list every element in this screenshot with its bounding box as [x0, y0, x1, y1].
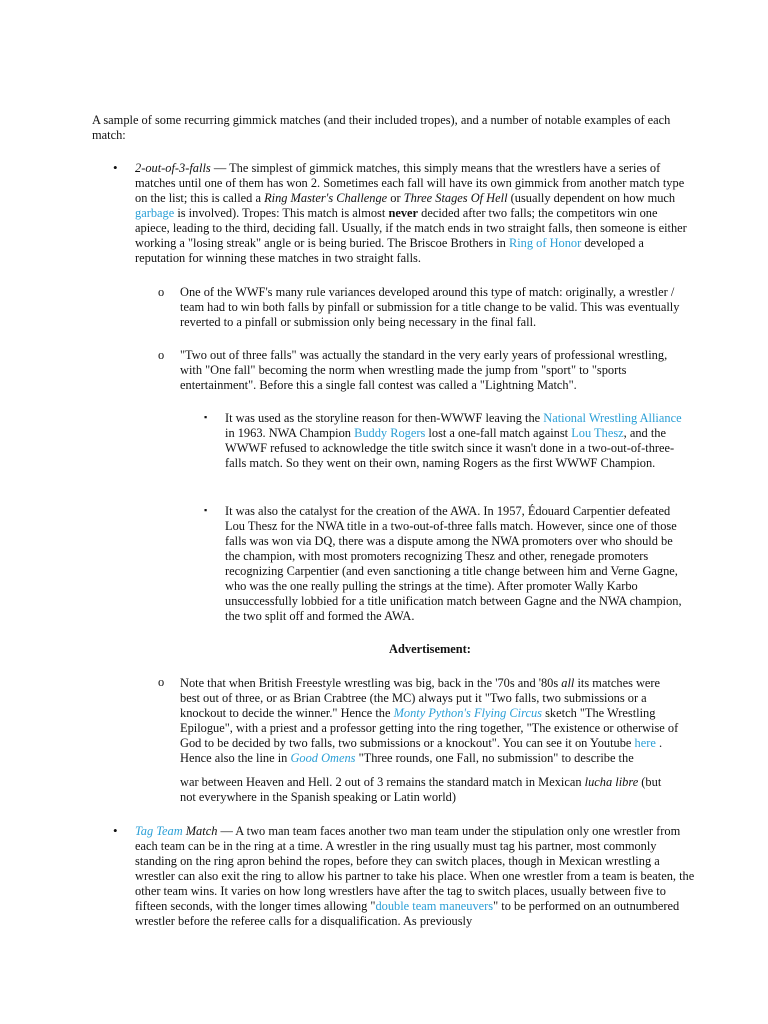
list-bullet: ▪ — [204, 412, 208, 422]
wwf-variance-paragraph: One of the WWF's many rule variances developed around this type of match: originally, a wrestler / team had to win both falls by pinfall or submission for a title change to be valid. This was eventually reverted to a pinfall or submission only being necessary in the final fall. — [180, 285, 680, 329]
double-team-maneuvers-link[interactable]: double team maneuvers — [375, 899, 494, 913]
falls-title: 2-out-of-3-falls — [135, 161, 211, 175]
wwwf-paragraph: It was used as the storyline reason for then-WWWF leaving the National Wrestling Alliance in 1963. NWA Champion Buddy Rogers lost a one-fall match against Lou Thesz, and the WWWF refused to acknowledge the title switch since it wasn't done in a two-out-of-three-falls match. So they went on their own, naming Rogers as the first WWWF Champion. — [225, 411, 682, 470]
buddy-rogers-link[interactable]: Buddy Rogers — [354, 426, 426, 440]
lou-thesz-link[interactable]: Lou Thesz — [571, 426, 624, 440]
monty-python-link[interactable]: Monty Python's Flying Circus — [393, 706, 543, 720]
advertisement-label: Advertisement: — [389, 642, 471, 656]
british-paragraph-continued: war between Heaven and Hell. 2 out of 3 remains the standard match in Mexican lucha libre (but not everywhere in the Spanish speaking or Latin world) — [180, 775, 662, 804]
standard-paragraph: "Two out of three falls" was actually the standard in the very early years of professional wrestling, with "One fall" becoming the norm when wrestling made the jump from "sport" to "sports entertainment". Before this a single fall contest was called a "Lightning Match". — [180, 348, 668, 392]
british-paragraph: Note that when British Freestyle wrestling was big, back in the '70s and '80s all its matches were best out of three, or as Brian Crabtree (the MC) always put it "Two falls, two submissions or a knockout to decide the winner." Hence the Monty Python's Flying Circus sketch "The Wrestling Epilogue", with a priest and a professor getting into the ring together, "The existence or otherwise of God to be decided by two falls, two submissions or a knockout". You can see it on Youtube here . Hence also the line in Good Omens "Three rounds, one Fall, no submission" to describe the — [180, 676, 679, 765]
list-bullet: • — [113, 823, 118, 838]
list-bullet: ▪ — [204, 505, 208, 515]
youtube-link[interactable]: here — [634, 736, 656, 750]
good-omens-link[interactable]: Good Omens — [290, 751, 356, 765]
nwa-link[interactable]: National Wrestling Alliance — [543, 411, 682, 425]
ring-of-honor-link[interactable]: Ring of Honor — [508, 236, 582, 250]
tag-team-paragraph: Tag Team Match — A two man team faces another two man team under the stipulation only one wrestler from each team can be in the ring at a time. A wrestler in the ring usually must tag his partner, most commonly standing on the ring apron behind the ropes, before they can switch places, though in Mexican wrestling a wrestler can also exit the ring to allow his partner to take his place. When one wrestler from a team is beaten, the other team wins. It varies on how long wrestlers have after the tag to switch places, usually between five to fifteen seconds, with the longer times allowing "double team maneuvers" to be performed on an outnumbered wrestler before the referee calls for a disqualification. As previously — [135, 824, 695, 928]
garbage-link[interactable]: garbage — [135, 206, 175, 220]
list-bullet: o — [158, 675, 165, 689]
intro-paragraph: A sample of some recurring gimmick matches (and their included tropes), and a number of notable examples of each match: — [92, 113, 671, 142]
falls-paragraph: 2-out-of-3-falls — The simplest of gimmick matches, this simply means that the wrestlers have a series of matches until one of them has won 2. Sometimes each fall will have its own gimmick from another match type on the list; this is called a Ring Master's Challenge or Three Stages Of Hell (usually dependent on how much garbage is involved). Tropes: This match is almost never decided after two falls; the competitors win one apiece, leading to the third, deciding fall. Usually, if the match ends in two straight falls, then someone is either working a "losing streak" angle or is being buried. The Briscoe Brothers in Ring of Honor developed a reputation for winning these matches in two straight falls. — [135, 161, 687, 265]
awa-paragraph: It was also the catalyst for the creation of the AWA. In 1957, Édouard Carpentier defeated Lou Thesz for the NWA title in a two-out-of-three falls match. However, since one of those falls was won via DQ, there was a dispute among the NWA promoters over who should be the champion, with most promoters recognizing Thesz and other, renegade promoters recognizing Carpentier (and even sanctioning a title change between him and Verne Gagne, who was the one really pulling the strings at the time). After promoter Wally Karbo unsuccessfully lobbied for a title unification match between Gagne and the NWA champion, the two split off and formed the AWA. — [225, 504, 682, 623]
tag-team-link[interactable]: Tag Team — [135, 824, 183, 838]
list-bullet: o — [158, 348, 165, 362]
list-bullet: • — [113, 160, 118, 175]
list-bullet: o — [158, 285, 165, 299]
